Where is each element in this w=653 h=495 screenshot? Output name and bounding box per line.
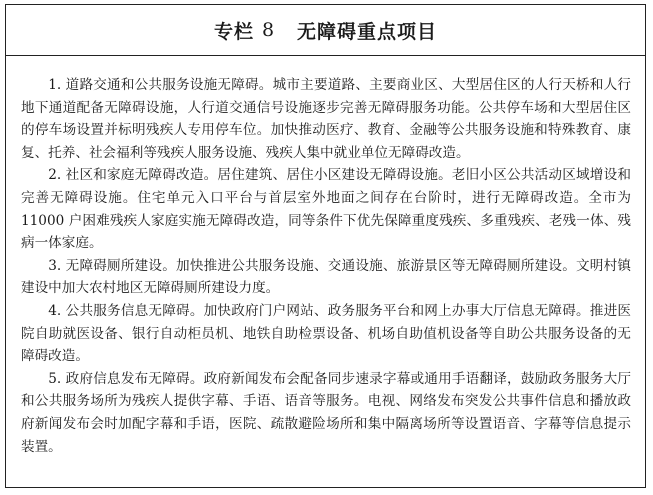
- column-title-label: 专栏: [213, 20, 254, 43]
- item-paragraph: 5. 政府信息发布无障碍。政府新闻发布会配备同步速录字幕或通用手语翻译，鼓励政务服务大厅和公共服务场所为残疾人提供字幕、手语、语音等服务。电视、网络发布突发公共事件信息和播放政府新闻发布会时加配字幕和手语，医院、疏散避险场所和集中隔离场所等设置语音、字幕等信息提示装置。: [21, 370, 631, 455]
- item-paragraph: 4. 公共服务信息无障碍。加快政府门户网站、政务服务平台和网上办事大厅信息无障碍。推进医院自助就医设备、银行自动柜员机、地铁自助检票设备、机场自助值机设备等自助公共服务设备的无障碍改造。: [21, 302, 631, 365]
- column-title-number: 8: [261, 19, 276, 41]
- item-paragraph: 1. 道路交通和公共服务设施无障碍。城市主要道路、主要商业区、大型居住区的人行天桥和人行地下通道配备无障碍设施，人行道交通信号设施逐步完善无障碍服务功能。公共停车场和大型居住区的停车场设置并标明残疾人专用停车位。加快推动医疗、教育、金融等公共服务设施和特殊教育、康复、托养、社会福利等残疾人服务设施、残疾人集中就业单位无障碍改造。: [21, 77, 631, 161]
- column-title-text: 无障碍重点项目: [297, 20, 438, 43]
- column-title: [6, 5, 645, 56]
- column-content: [6, 56, 645, 458]
- column-box: [5, 4, 646, 488]
- item-paragraph: 2. 社区和家庭无障碍改造。居住建筑、居住小区建设无障碍设施。老旧小区公共活动区域增设和完善无障碍设施。住宅单元入口平台与首层室外地面之间存在台阶时，进行无障碍改造。全市为 11000 户困难残疾人家庭实施无障碍改造，同等条件下优先保障重度残疾、多重残疾、老残一体、残病一体家庭。: [21, 167, 631, 252]
- item-paragraph: 3. 无障碍厕所建设。加快推进公共服务设施、交通设施、旅游景区等无障碍厕所建设。文明村镇建设中加大农村地区无障碍厕所建设力度。: [21, 257, 631, 297]
